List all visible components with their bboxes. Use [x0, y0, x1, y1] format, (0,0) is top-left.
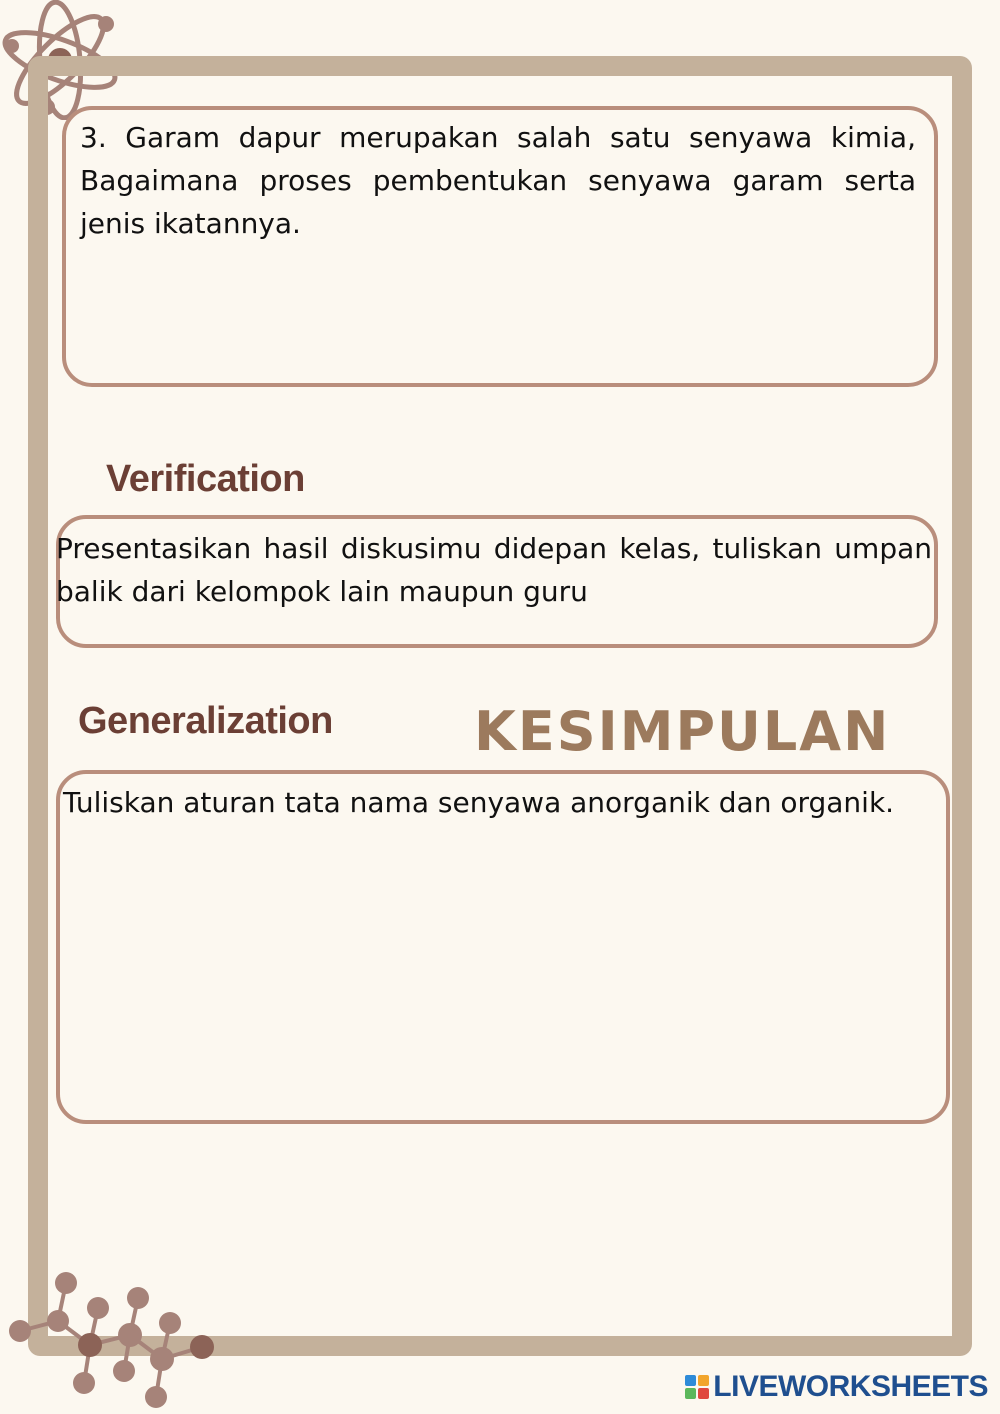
kesimpulan-title: KESIMPULAN	[474, 700, 891, 763]
liveworksheets-logo-icon	[685, 1375, 709, 1399]
liveworksheets-logo-text: LIVEWORKSHEETS	[713, 1370, 988, 1403]
verification-heading: Verification	[106, 458, 305, 500]
verification-text: Presentasikan hasil diskusimu didepan kelas, tuliskan umpan balik dari kelompok lain maupun guru	[56, 532, 932, 608]
generalization-heading: Generalization	[78, 700, 333, 742]
generalization-text: Tuliskan aturan tata nama senyawa anorganik dan organik.	[63, 786, 895, 819]
question-text: 3. Garam dapur merupakan salah satu senyawa kimia, Bagaimana proses pembentukan senyawa garam serta jenis ikatannya.	[80, 121, 916, 240]
molecule-icon	[0, 1265, 230, 1414]
liveworksheets-logo	[685, 1370, 988, 1404]
